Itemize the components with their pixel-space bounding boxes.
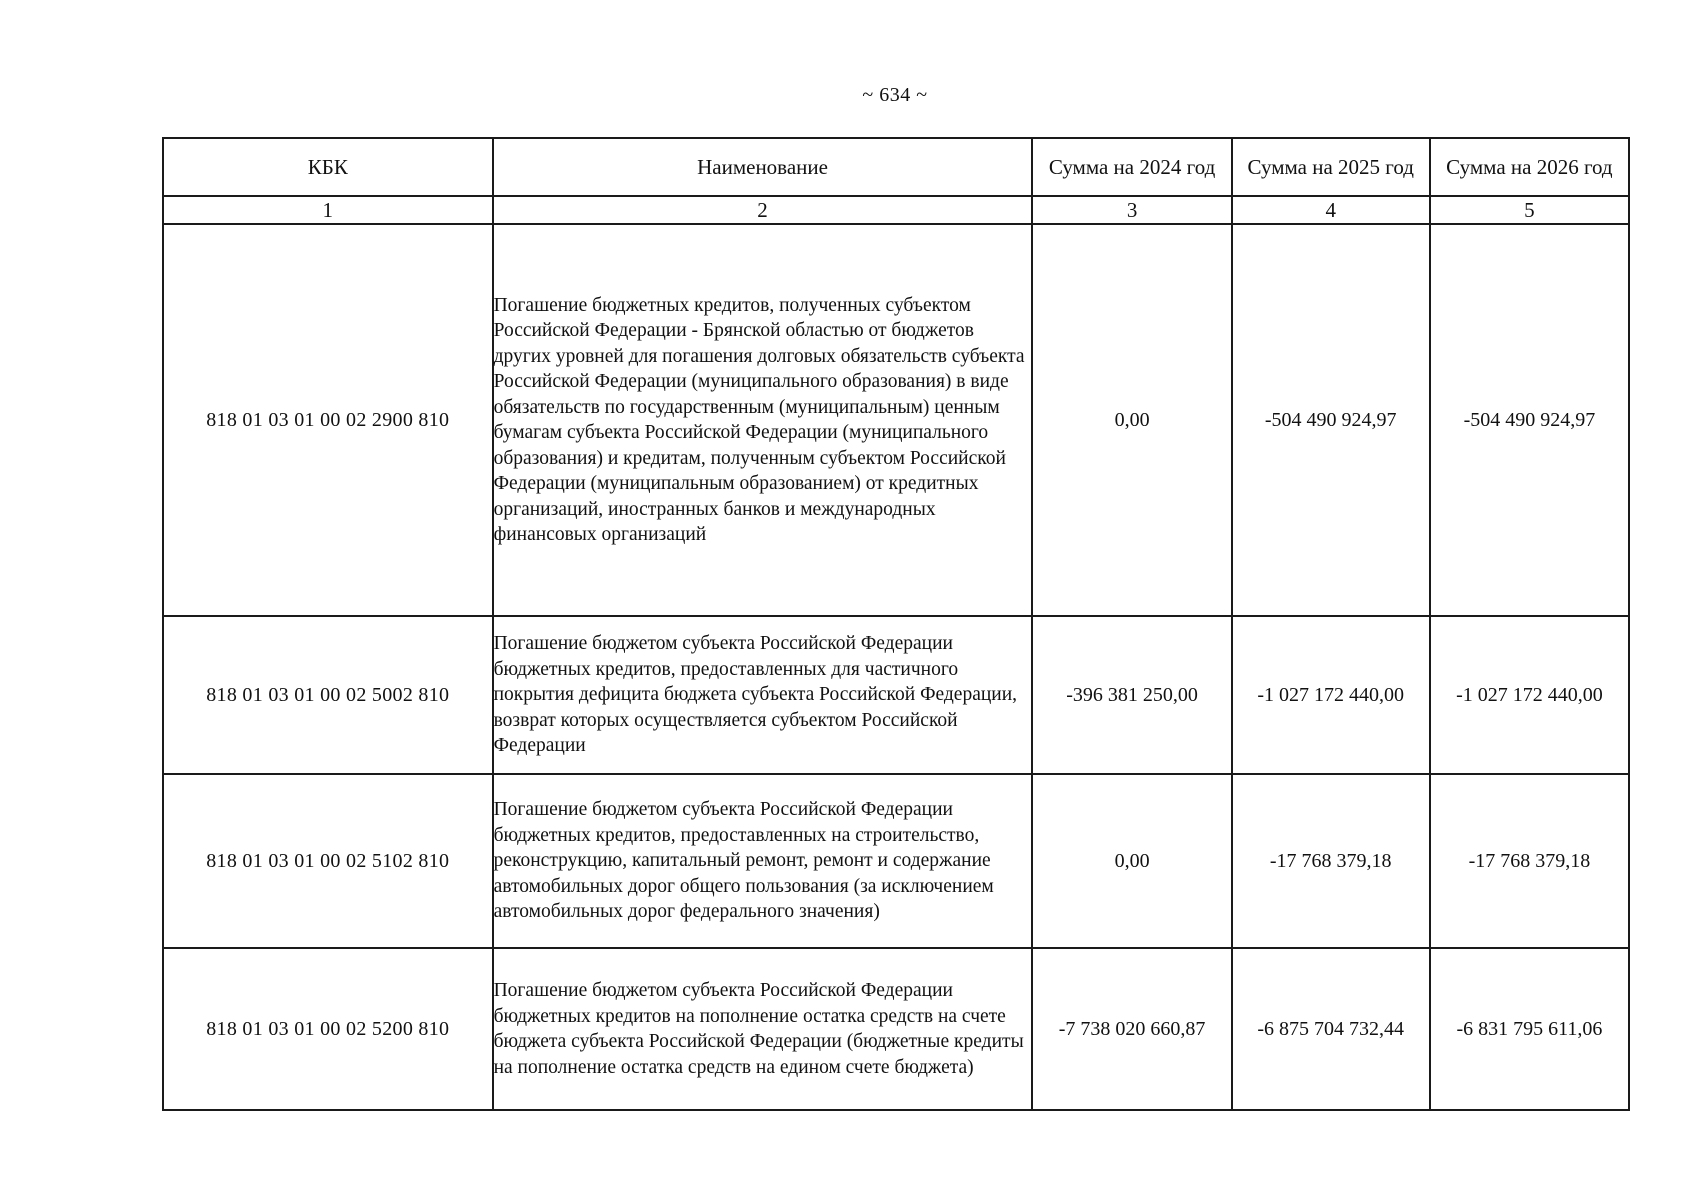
sum-2024-cell: -396 381 250,00: [1032, 616, 1231, 774]
sum-2026-cell: -504 490 924,97: [1430, 224, 1629, 616]
sum-2025-cell: -504 490 924,97: [1232, 224, 1430, 616]
sum-2025-cell: -1 027 172 440,00: [1232, 616, 1430, 774]
sum-2025-cell: -6 875 704 732,44: [1232, 948, 1430, 1110]
sum-2024-cell: 0,00: [1032, 774, 1231, 948]
page-number: ~ 634 ~: [862, 84, 928, 106]
header-sum-2024: Сумма на 2024 год: [1032, 138, 1231, 196]
budget-table: [162, 137, 1630, 1111]
table-header-row: [163, 138, 1629, 196]
table-row: [163, 224, 1629, 616]
header-sum-2026: Сумма на 2026 год: [1430, 138, 1629, 196]
column-number: 4: [1232, 196, 1430, 224]
name-cell: Погашение бюджетом субъекта Российской Федерации бюджетных кредитов, предоставленных для частичного покрытия дефицита бюджета субъекта Российской Федерации, возврат которых осуществляется субъектом Российской Федерации: [493, 616, 1033, 774]
table-row: [163, 948, 1629, 1110]
sum-2024-cell: 0,00: [1032, 224, 1231, 616]
name-cell: Погашение бюджетных кредитов, полученных субъектом Российской Федерации - Брянской областью от бюджетов других уровней для погашения долговых обязательств субъекта Российской Федерации (муниципального образования) в виде обязательств по государственным (муниципальным) ценным бумагам субъекта Российской Федерации (муниципального образования) и кредитам, полученным субъектом Российской Федерации (муниципальным образованием) от кредитных организаций, иностранных банков и международных финансовых организаций: [493, 224, 1033, 616]
header-name: Наименование: [493, 138, 1033, 196]
column-number: 5: [1430, 196, 1629, 224]
header-kbk: КБК: [163, 138, 493, 196]
column-number-row: [163, 196, 1629, 224]
sum-2025-cell: -17 768 379,18: [1232, 774, 1430, 948]
kbk-cell: 818 01 03 01 00 02 5102 810: [163, 774, 493, 948]
sum-2026-cell: -17 768 379,18: [1430, 774, 1629, 948]
header-sum-2025: Сумма на 2025 год: [1232, 138, 1430, 196]
kbk-cell: 818 01 03 01 00 02 2900 810: [163, 224, 493, 616]
column-number: 1: [163, 196, 493, 224]
table-row: [163, 774, 1629, 948]
sum-2024-cell: -7 738 020 660,87: [1032, 948, 1231, 1110]
sum-2026-cell: -1 027 172 440,00: [1430, 616, 1629, 774]
name-cell: Погашение бюджетом субъекта Российской Федерации бюджетных кредитов на пополнение остатка средств на счете бюджета субъекта Российской Федерации (бюджетные кредиты на пополнение остатка средств на едином счете бюджета): [493, 948, 1033, 1110]
column-number: 3: [1032, 196, 1231, 224]
kbk-cell: 818 01 03 01 00 02 5200 810: [163, 948, 493, 1110]
kbk-cell: 818 01 03 01 00 02 5002 810: [163, 616, 493, 774]
name-cell: Погашение бюджетом субъекта Российской Федерации бюджетных кредитов, предоставленных на строительство, реконструкцию, капитальный ремонт, ремонт и содержание автомобильных дорог общего пользования (за исключением автомобильных дорог федерального значения): [493, 774, 1033, 948]
sum-2026-cell: -6 831 795 611,06: [1430, 948, 1629, 1110]
column-number: 2: [493, 196, 1033, 224]
table-row: [163, 616, 1629, 774]
